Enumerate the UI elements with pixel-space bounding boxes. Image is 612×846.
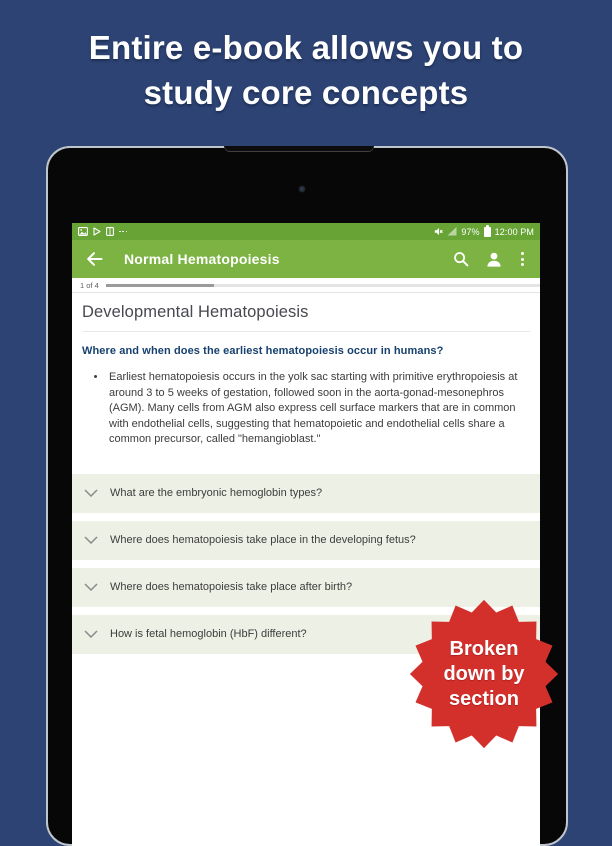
- search-icon[interactable]: [453, 251, 469, 267]
- progress-row: [72, 278, 540, 293]
- progress-label: 1 of 4: [80, 280, 99, 290]
- accordion-row-2[interactable]: [72, 521, 540, 560]
- accordion-label: What are the embryonic hemoglobin types?: [110, 487, 323, 499]
- chevron-down-icon: [84, 583, 98, 591]
- status-bar-right: [434, 226, 534, 237]
- signal-icon: [447, 227, 457, 236]
- gallery-icon: [78, 227, 88, 236]
- tablet-screen: [72, 223, 540, 846]
- progress-fill: [106, 284, 215, 287]
- status-bar: [72, 223, 540, 240]
- headline-line-2: study core concepts: [143, 74, 469, 111]
- headline-line-1: Entire e-book allows you to: [88, 29, 524, 66]
- accordion-label: Where does hematopoiesis take place in the developing fetus?: [110, 534, 416, 546]
- overflow-menu-icon[interactable]: [519, 250, 526, 268]
- bullet-item: [82, 370, 530, 448]
- book-icon: [106, 227, 114, 236]
- bezel-groove: [224, 146, 374, 152]
- front-camera: [299, 186, 305, 192]
- promo-badge: [408, 596, 560, 752]
- accordion-label: Where does hematopoiesis take place after birth?: [110, 581, 353, 593]
- mute-icon: [434, 227, 443, 236]
- back-arrow-icon[interactable]: [86, 251, 103, 267]
- more-notifications-icon: [119, 231, 127, 233]
- chevron-down-icon: [84, 630, 98, 638]
- page-headline: [0, 25, 612, 115]
- play-icon: [93, 227, 101, 236]
- accordion-row-1[interactable]: [72, 474, 540, 513]
- bullet-marker: •: [93, 371, 98, 383]
- progress-track: [106, 284, 540, 287]
- section-title: Developmental Hematopoiesis: [82, 293, 530, 332]
- status-time: 12:00 PM: [494, 226, 534, 237]
- chevron-down-icon: [84, 489, 98, 497]
- reader-content: [72, 293, 540, 448]
- chevron-down-icon: [84, 536, 98, 544]
- bullet-text: Earliest hematopoiesis occurs in the yolk sac starting with primitive erythropoiesis at around 3 to 5 weeks of gestation, followed soon in the aorta-gonad-mesonephros (AGM). Many cells from AGM also express cell surface markers that are in common with endothelial cells, suggesting that hematopoietic and endothelial cells share a common precursor, called "hemangioblast.": [109, 371, 518, 445]
- badge-line-3: section: [448, 687, 520, 710]
- battery-percent: 97%: [461, 226, 480, 237]
- badge-line-1: Broken: [449, 637, 519, 660]
- app-bar: [72, 240, 540, 278]
- question-heading: Where and when does the earliest hematopoiesis occur in humans?: [82, 345, 444, 357]
- account-icon[interactable]: [486, 252, 502, 267]
- accordion-label: How is fetal hemoglobin (HbF) different?: [110, 628, 307, 640]
- promo-badge-text: [408, 596, 560, 752]
- app-bar-title: Normal Hematopoiesis: [124, 251, 280, 267]
- battery-icon: [484, 227, 491, 237]
- app-bar-actions: [453, 250, 526, 268]
- badge-line-2: down by: [443, 662, 525, 685]
